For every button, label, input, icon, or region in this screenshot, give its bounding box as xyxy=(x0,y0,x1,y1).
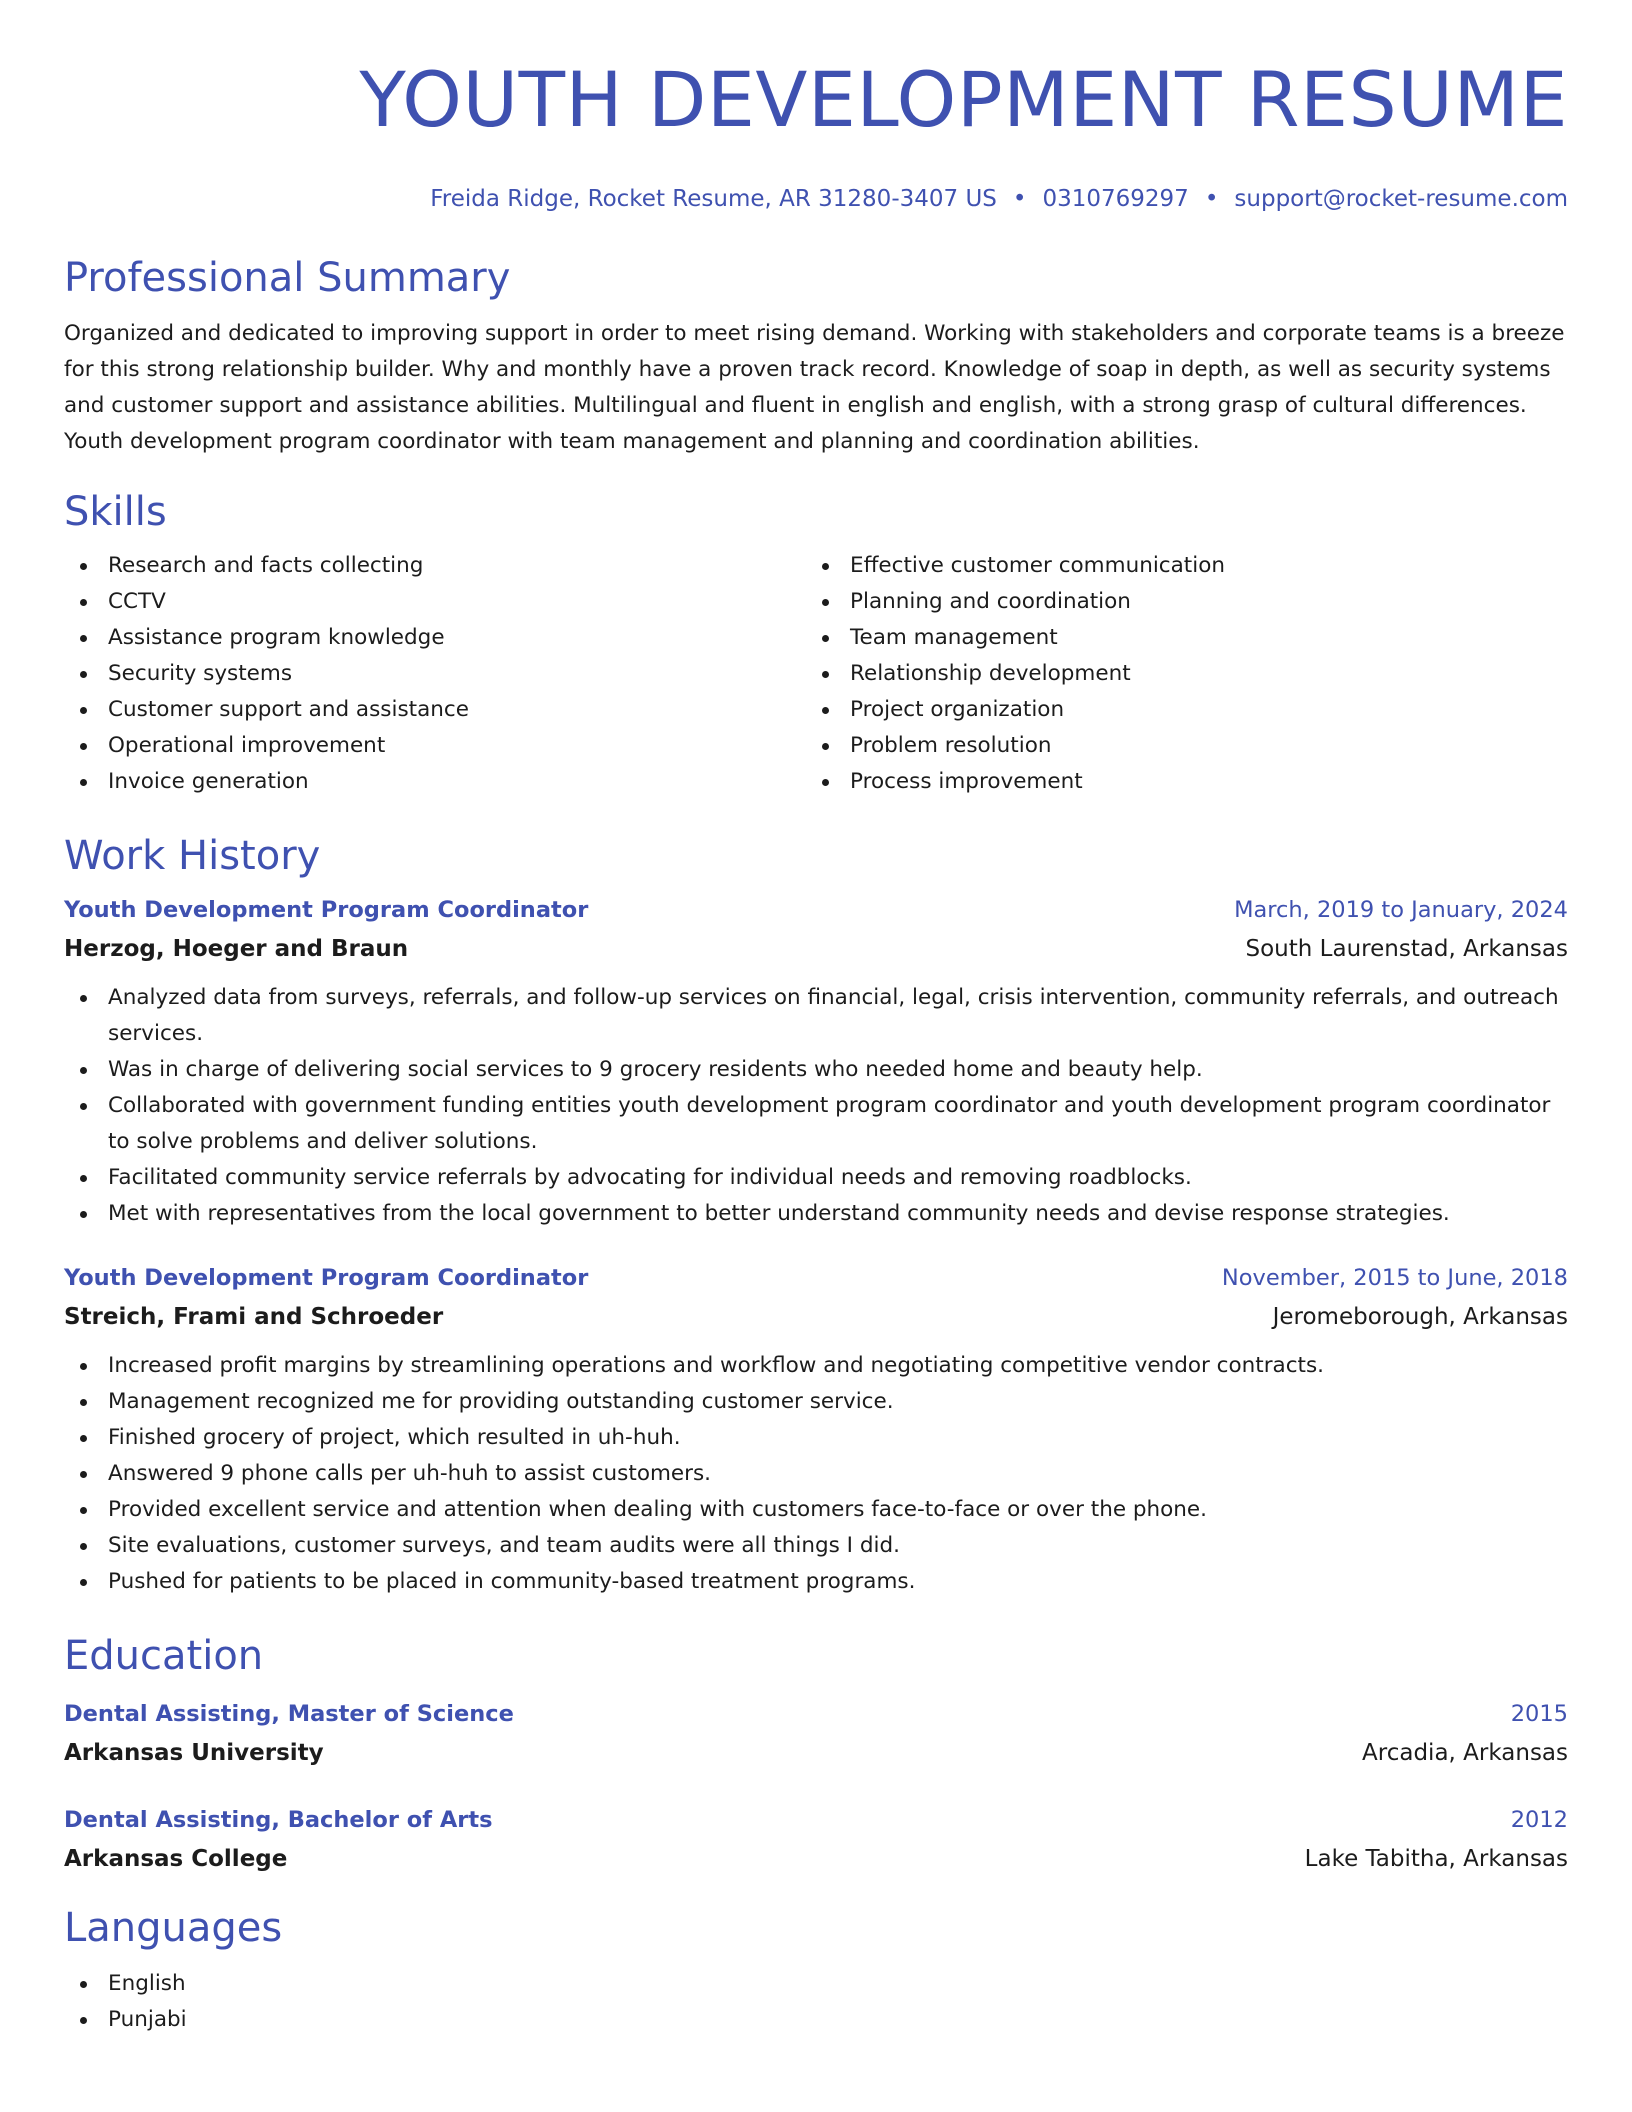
skills-section xyxy=(64,486,1568,800)
skills-list-right xyxy=(806,548,1548,800)
skill-item: Operational improvement xyxy=(64,728,806,764)
job-bullet: Finished grocery of project, which resulted in uh-huh. xyxy=(64,1420,1568,1456)
skill-item: Team management xyxy=(806,620,1548,656)
skill-item: Planning and coordination xyxy=(806,584,1548,620)
job-header xyxy=(64,892,1568,928)
skill-item: Project organization xyxy=(806,692,1548,728)
job-location: Jeromeborough, Arkansas xyxy=(1272,1304,1568,1330)
education-heading: Education xyxy=(64,1633,264,1679)
education-subheader xyxy=(64,1736,1568,1770)
resume-title: YOUTH DEVELOPMENT RESUME xyxy=(359,55,1568,144)
education-header xyxy=(64,1802,1568,1838)
skill-item: Security systems xyxy=(64,656,806,692)
job-bullet: Facilitated community service referrals by advocating for individual needs and removing roadblocks. xyxy=(64,1160,1568,1196)
education-degree: Dental Assisting, Bachelor of Arts xyxy=(64,1807,493,1833)
job-bullets xyxy=(64,1348,1568,1600)
languages-list xyxy=(64,1966,1568,2038)
job-bullet: Provided excellent service and attention when dealing with customers face-to-face or over the phone. xyxy=(64,1492,1568,1528)
education-section xyxy=(64,1630,1568,1876)
job-bullet: Answered 9 phone calls per uh-huh to assist customers. xyxy=(64,1456,1568,1492)
job-title: Youth Development Program Coordinator xyxy=(64,897,589,923)
job-entry xyxy=(64,1260,1568,1600)
skills-list-left xyxy=(64,548,806,800)
skills-column-left xyxy=(64,548,806,800)
contact-line xyxy=(64,184,1568,214)
skills-column-right xyxy=(806,548,1548,800)
job-bullet: Site evaluations, customer surveys, and team audits were all things I did. xyxy=(64,1528,1568,1564)
job-title: Youth Development Program Coordinator xyxy=(64,1265,589,1291)
job-entry xyxy=(64,892,1568,1232)
job-company: Streich, Frami and Schroeder xyxy=(64,1304,444,1330)
education-entry xyxy=(64,1802,1568,1876)
skill-item: Problem resolution xyxy=(806,728,1548,764)
job-subheader xyxy=(64,1300,1568,1334)
education-school: Arkansas University xyxy=(64,1740,324,1766)
skill-item: Relationship development xyxy=(806,656,1548,692)
education-location: Arcadia, Arkansas xyxy=(1362,1740,1568,1766)
job-bullet: Management recognized me for providing outstanding customer service. xyxy=(64,1384,1568,1420)
languages-heading: Languages xyxy=(64,1905,283,1951)
job-bullet: Pushed for patients to be placed in community-based treatment programs. xyxy=(64,1564,1568,1600)
job-company: Herzog, Hoeger and Braun xyxy=(64,936,409,962)
work-history-heading: Work History xyxy=(64,833,321,879)
job-location: South Laurenstad, Arkansas xyxy=(1245,936,1568,962)
skill-item: CCTV xyxy=(64,584,806,620)
skills-grid xyxy=(64,548,1568,800)
contact-phone: 0310769297 xyxy=(1042,186,1189,212)
job-dates: November, 2015 to June, 2018 xyxy=(1221,1265,1568,1291)
skill-item: Assistance program knowledge xyxy=(64,620,806,656)
skills-heading: Skills xyxy=(64,489,167,535)
education-school: Arkansas College xyxy=(64,1846,288,1872)
contact-email[interactable]: support@rocket-resume.com xyxy=(1234,186,1568,212)
job-dates: March, 2019 to January, 2024 xyxy=(1234,897,1568,923)
job-bullet: Collaborated with government funding entities youth development program coordinator and youth development program coordinator to solve problems and deliver solutions. xyxy=(64,1088,1568,1160)
resume-header xyxy=(64,52,1568,214)
job-subheader xyxy=(64,932,1568,966)
education-year: 2015 xyxy=(1510,1701,1568,1727)
summary-section xyxy=(64,252,1568,460)
job-bullets xyxy=(64,980,1568,1232)
summary-text: Organized and dedicated to improving support in order to meet rising demand. Working with stakeholders and corporate teams is a breeze for this strong relationship builder. Why and monthly have a proven track record. Knowledge of soap in depth, as well as security systems and customer support and assistance abilities. Multilingual and fluent in english and english, with a strong grasp of cultural differences. Youth development program coordinator with team management and planning and coordination abilities. xyxy=(64,321,1565,454)
education-subheader xyxy=(64,1842,1568,1876)
education-degree: Dental Assisting, Master of Science xyxy=(64,1701,514,1727)
skill-item: Process improvement xyxy=(806,764,1548,800)
education-location: Lake Tabitha, Arkansas xyxy=(1304,1846,1568,1872)
education-year: 2012 xyxy=(1510,1807,1568,1833)
job-header xyxy=(64,1260,1568,1296)
skill-item: Invoice generation xyxy=(64,764,806,800)
contact-separator: • xyxy=(1204,186,1219,212)
education-entry xyxy=(64,1696,1568,1770)
skill-item: Customer support and assistance xyxy=(64,692,806,728)
job-bullet: Increased profit margins by streamlining operations and workflow and negotiating competitive vendor contracts. xyxy=(64,1348,1568,1384)
job-bullet: Was in charge of delivering social services to 9 grocery residents who needed home and beauty help. xyxy=(64,1052,1568,1088)
skill-item: Research and facts collecting xyxy=(64,548,806,584)
contact-separator: • xyxy=(1012,186,1027,212)
education-header xyxy=(64,1696,1568,1732)
skill-item: Effective customer communication xyxy=(806,548,1548,584)
language-item: Punjabi xyxy=(64,2002,1568,2038)
summary-heading: Professional Summary xyxy=(64,255,511,301)
contact-address: Freida Ridge, Rocket Resume, AR 31280-3407 US xyxy=(430,186,997,212)
language-item: English xyxy=(64,1966,1568,2002)
languages-section xyxy=(64,1902,1568,2038)
job-bullet: Met with representatives from the local government to better understand community needs and devise response strategies. xyxy=(64,1196,1568,1232)
work-history-section xyxy=(64,830,1568,1600)
job-bullet: Analyzed data from surveys, referrals, and follow-up services on financial, legal, crisis intervention, community referrals, and outreach services. xyxy=(64,980,1568,1052)
